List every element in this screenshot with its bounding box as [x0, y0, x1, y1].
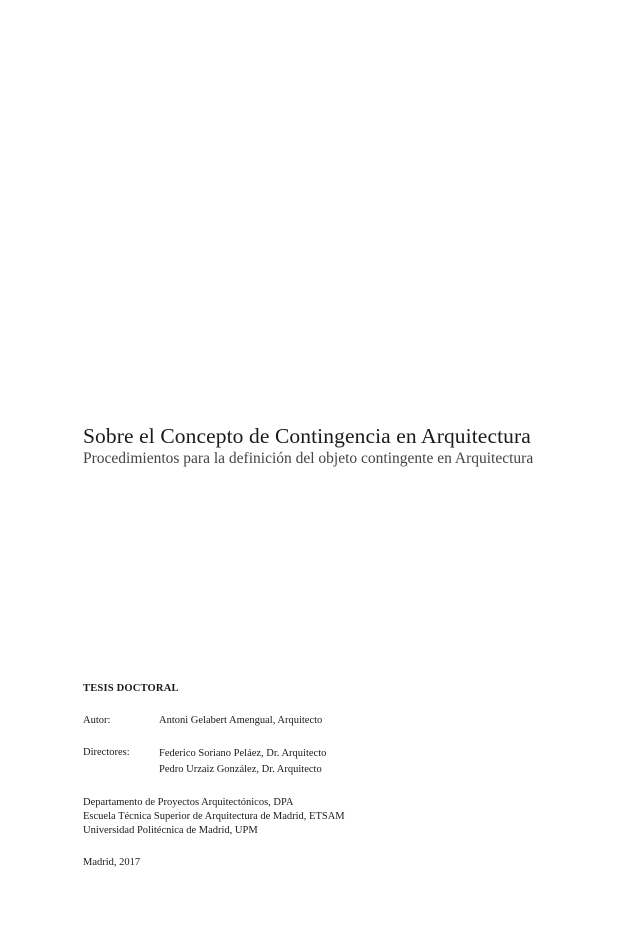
department-line: Departamento de Proyectos Arquitectónicos, DPA [83, 797, 294, 808]
author-row [83, 714, 603, 728]
director-name: Pedro Urzaiz González, Dr. Arquitecto [159, 764, 322, 775]
university-line: Universidad Politécnica de Madrid, UPM [83, 825, 258, 836]
directors-list [159, 746, 603, 778]
school-line: Escuela Técnica Superior de Arquitectura de Madrid, ETSAM [83, 811, 345, 822]
directors-label: Directores: [83, 747, 130, 758]
author-label: Autor: [83, 715, 111, 726]
director-name: Federico Soriano Peláez, Dr. Arquitecto [159, 748, 327, 759]
thesis-title: Sobre el Concepto de Contingencia en Arquitectura [83, 424, 531, 448]
thesis-type-label: TESIS DOCTORAL [83, 683, 179, 694]
thesis-subtitle: Procedimientos para la definición del objeto contingente en Arquitectura [83, 450, 534, 467]
directors-row [83, 746, 603, 778]
institution-block [83, 796, 603, 838]
thesis-metadata [83, 682, 603, 870]
place-date: Madrid, 2017 [83, 857, 141, 868]
title-block [83, 423, 623, 468]
author-name: Antoni Gelabert Amengual, Arquitecto [159, 715, 323, 726]
